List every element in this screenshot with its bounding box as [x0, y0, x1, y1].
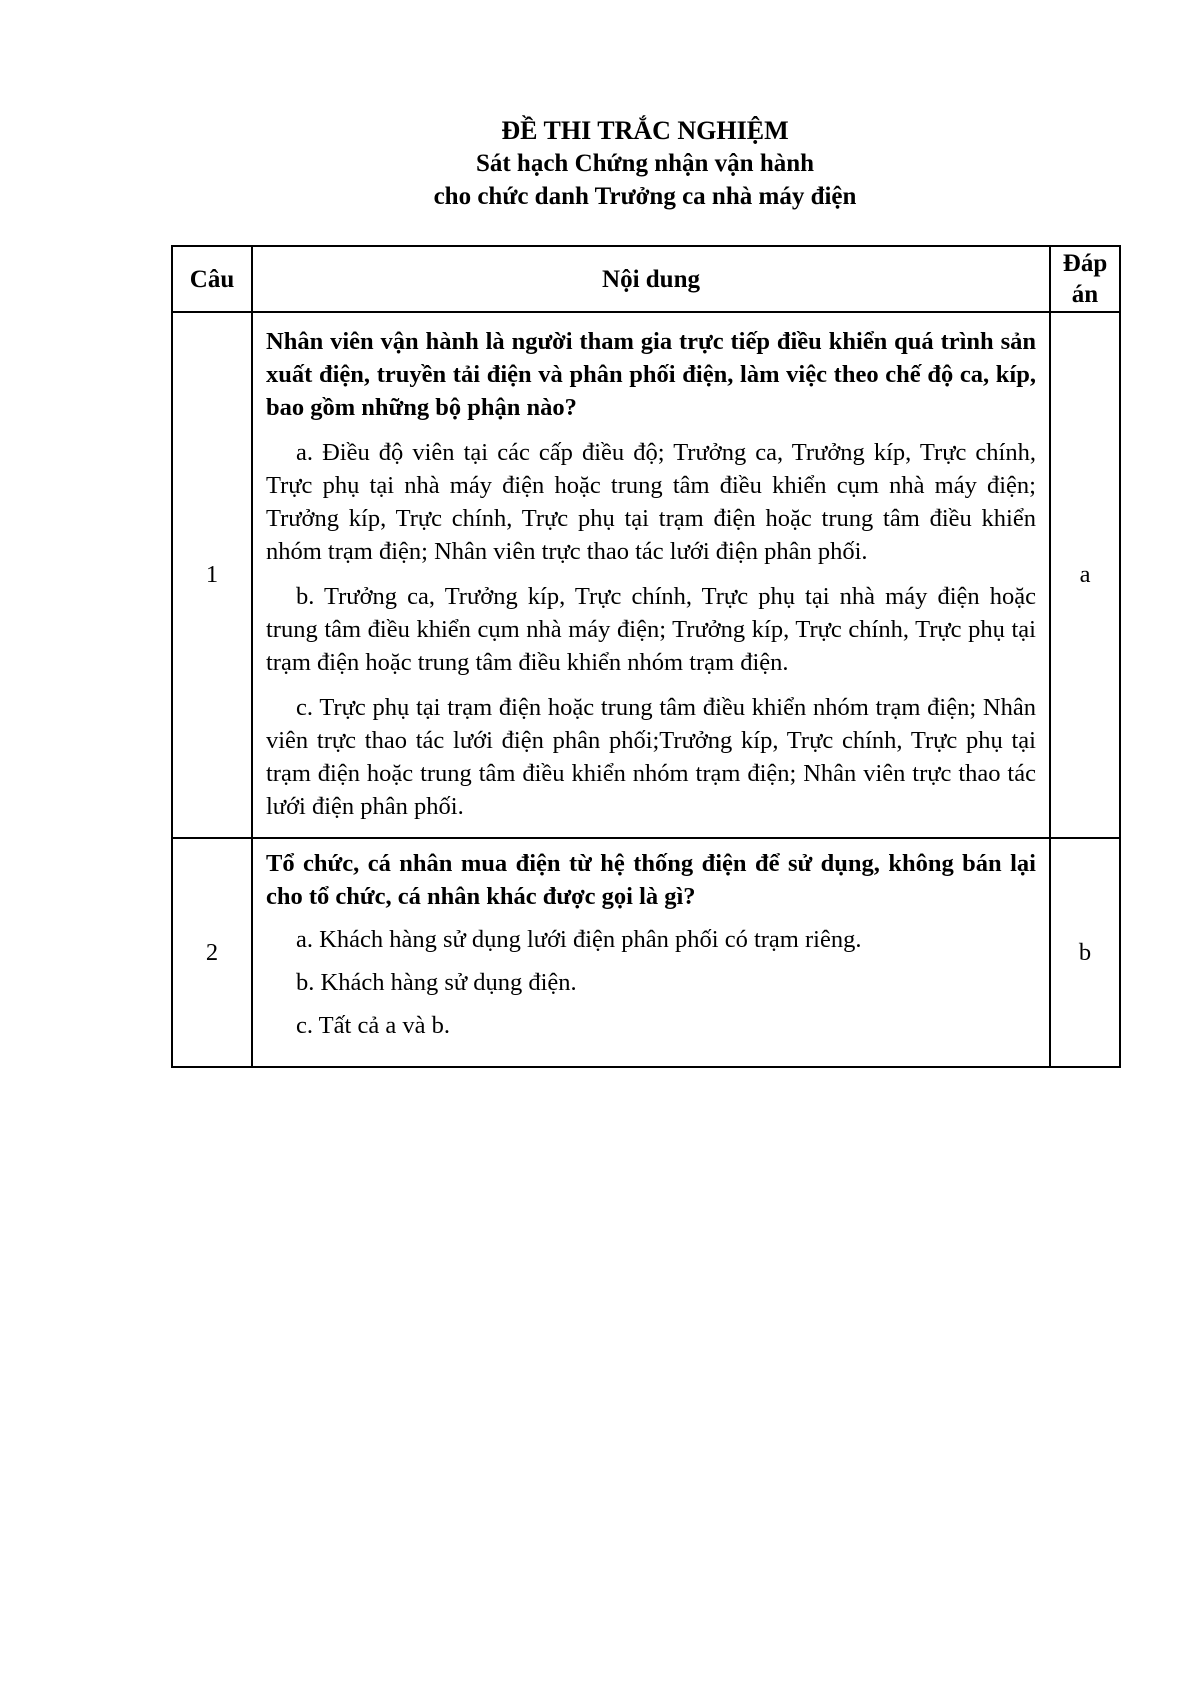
exam-header [170, 114, 1120, 213]
question-number: 2 [172, 838, 252, 1067]
answer-key: a [1050, 312, 1120, 838]
question-content [252, 312, 1050, 838]
column-header-answer: Đáp án [1050, 246, 1120, 312]
option-b: b. Trưởng ca, Trưởng kíp, Trực chính, Trực phụ tại nhà máy điện hoặc trung tâm điều khiển cụm nhà máy điện; Trưởng kíp, Trực chính, Trực phụ tại trạm điện hoặc trung tâm điều khiển nhóm trạm điện. [266, 583, 1036, 676]
table-row [172, 838, 1120, 1067]
question-content [252, 838, 1050, 1067]
table-header-row [172, 246, 1120, 312]
question-number: 1 [172, 312, 252, 838]
exam-subtitle-1: Sát hạch Chứng nhận vận hành [475, 150, 815, 177]
question-text: Nhân viên vận hành là người tham gia trực tiếp điều khiển quá trình sản xuất điện, truyền tải điện và phân phối điện, làm việc theo chế độ ca, kíp, bao gồm những bộ phận nào? [266, 328, 1036, 421]
question-text: Tổ chức, cá nhân mua điện từ hệ thống điện để sử dụng, không bán lại cho tổ chức, cá nhân khác được gọi là gì? [266, 850, 1036, 910]
exam-subtitle-2: cho chức danh Trưởng ca nhà máy điện [433, 183, 857, 210]
column-header-number: Câu [172, 246, 252, 312]
option-c: c. Trực phụ tại trạm điện hoặc trung tâm điều khiển nhóm trạm điện; Nhân viên trực thao tác lưới điện phân phối;Trưởng kíp, Trực chính, Trực phụ tại trạm điện hoặc trung tâm điều khiển nhóm trạm điện; Nhân viên trực thao tác lưới điện phân phối. [266, 694, 1036, 820]
option-a: a. Khách hàng sử dụng lưới điện phân phối có trạm riêng. [296, 926, 862, 953]
exam-title: ĐỀ THI TRẮC NGHIỆM [501, 116, 789, 145]
option-c: c. Tất cả a và b. [296, 1012, 450, 1039]
answer-key: b [1050, 838, 1120, 1067]
option-a: a. Điều độ viên tại các cấp điều độ; Trưởng ca, Trưởng kíp, Trực chính, Trực phụ tại nhà máy điện hoặc trung tâm điều khiển cụm nhà máy điện; Trưởng kíp, Trực chính, Trực phụ tại trạm điện hoặc trung tâm điều khiển nhóm trạm điện; Nhân viên trực thao tác lưới điện phân phối. [266, 439, 1036, 565]
table-row [172, 312, 1120, 838]
option-b: b. Khách hàng sử dụng điện. [296, 969, 577, 996]
exam-table [171, 245, 1121, 1068]
column-header-content: Nội dung [252, 246, 1050, 312]
